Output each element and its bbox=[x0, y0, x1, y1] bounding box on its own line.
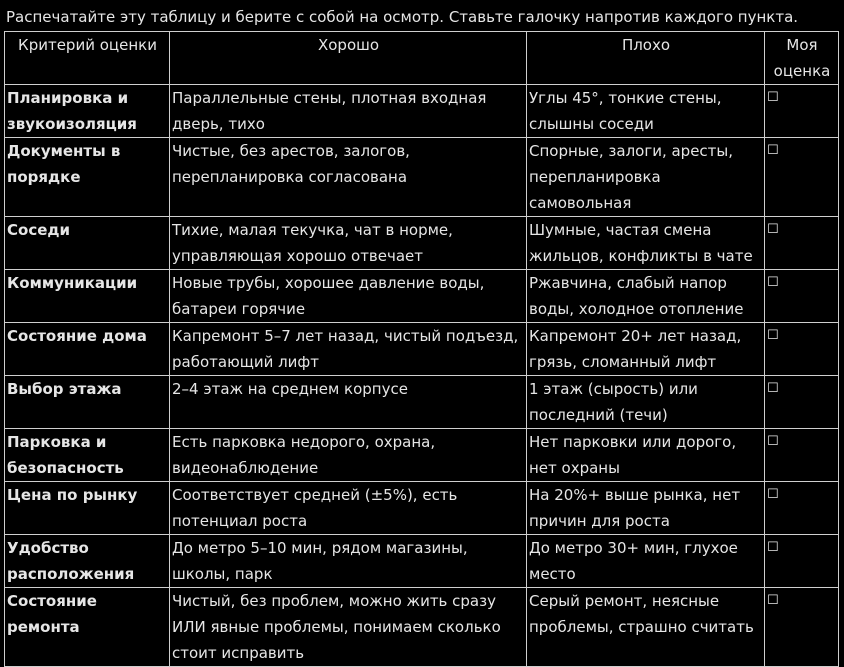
good-cell: Новые трубы, хорошее давление воды, батареи горячие bbox=[170, 270, 527, 323]
checkbox-cell[interactable] bbox=[765, 323, 839, 376]
criterion-cell: Соседи bbox=[5, 217, 170, 270]
checkbox-icon[interactable]: ☐ bbox=[767, 222, 779, 237]
criterion-cell: Планировка и звукоизоляция bbox=[5, 85, 170, 138]
bad-cell: 1 этаж (сырость) или последний (течи) bbox=[527, 376, 765, 429]
header-my-score: Моя оценка bbox=[765, 32, 839, 85]
table-row bbox=[5, 217, 839, 270]
print-instruction: Распечатайте эту таблицу и берите с собой на осмотр. Ставьте галочку напротив каждого пункта. bbox=[6, 8, 799, 26]
table-row bbox=[5, 323, 839, 376]
good-cell: Соответствует средней (±5%), есть потенциал роста bbox=[170, 482, 527, 535]
criterion-cell: Парковка и безопасность bbox=[5, 429, 170, 482]
criterion-cell: Коммуникации bbox=[5, 270, 170, 323]
good-cell: Параллельные стены, плотная входная дверь, тихо bbox=[170, 85, 527, 138]
checkbox-cell[interactable] bbox=[765, 482, 839, 535]
table-row bbox=[5, 138, 839, 217]
checkbox-icon[interactable]: ☐ bbox=[767, 328, 779, 343]
checkbox-icon[interactable]: ☐ bbox=[767, 143, 779, 158]
table-header-row bbox=[5, 32, 839, 85]
checkbox-cell[interactable] bbox=[765, 85, 839, 138]
criterion-cell: Удобство расположения bbox=[5, 535, 170, 588]
criterion-cell: Состояние дома bbox=[5, 323, 170, 376]
checkbox-icon[interactable]: ☐ bbox=[767, 434, 779, 449]
bad-cell: Серый ремонт, неясные проблемы, страшно считать bbox=[527, 588, 765, 667]
bad-cell: Ржавчина, слабый напор воды, холодное отопление bbox=[527, 270, 765, 323]
checkbox-icon[interactable]: ☐ bbox=[767, 381, 779, 396]
table-row bbox=[5, 85, 839, 138]
bad-cell: Капремонт 20+ лет назад, грязь, сломанный лифт bbox=[527, 323, 765, 376]
good-cell: 2–4 этаж на среднем корпусе bbox=[170, 376, 527, 429]
bad-cell: Нет парковки или дорого, нет охраны bbox=[527, 429, 765, 482]
table-row bbox=[5, 535, 839, 588]
good-cell: До метро 5–10 мин, рядом магазины, школы, парк bbox=[170, 535, 527, 588]
header-good: Хорошо bbox=[170, 32, 527, 85]
checkbox-cell[interactable] bbox=[765, 270, 839, 323]
checkbox-cell[interactable] bbox=[765, 535, 839, 588]
checkbox-cell[interactable] bbox=[765, 376, 839, 429]
bad-cell: Спорные, залоги, аресты, перепланировка самовольная bbox=[527, 138, 765, 217]
criterion-cell: Документы в порядке bbox=[5, 138, 170, 217]
bad-cell: На 20%+ выше рынка, нет причин для роста bbox=[527, 482, 765, 535]
good-cell: Тихие, малая текучка, чат в норме, управляющая хорошо отвечает bbox=[170, 217, 527, 270]
table-row bbox=[5, 482, 839, 535]
header-criterion: Критерий оценки bbox=[5, 32, 170, 85]
bad-cell: Углы 45°, тонкие стены, слышны соседи bbox=[527, 85, 765, 138]
checkbox-icon[interactable]: ☐ bbox=[767, 593, 779, 608]
checkbox-icon[interactable]: ☐ bbox=[767, 275, 779, 290]
criterion-cell: Выбор этажа bbox=[5, 376, 170, 429]
good-cell: Чистые, без арестов, залогов, перепланировка согласована bbox=[170, 138, 527, 217]
checkbox-cell[interactable] bbox=[765, 138, 839, 217]
inspection-checklist-table bbox=[4, 31, 839, 667]
bad-cell: Шумные, частая смена жильцов, конфликты в чате bbox=[527, 217, 765, 270]
criterion-cell: Состояние ремонта bbox=[5, 588, 170, 667]
checkbox-icon[interactable]: ☐ bbox=[767, 90, 779, 105]
table-row bbox=[5, 429, 839, 482]
criterion-cell: Цена по рынку bbox=[5, 482, 170, 535]
good-cell: Капремонт 5–7 лет назад, чистый подъезд, работающий лифт bbox=[170, 323, 527, 376]
header-bad: Плохо bbox=[527, 32, 765, 85]
good-cell: Есть парковка недорого, охрана, видеонаблюдение bbox=[170, 429, 527, 482]
checkbox-icon[interactable]: ☐ bbox=[767, 487, 779, 502]
bad-cell: До метро 30+ мин, глухое место bbox=[527, 535, 765, 588]
checkbox-cell[interactable] bbox=[765, 588, 839, 667]
table-row bbox=[5, 588, 839, 667]
checkbox-icon[interactable]: ☐ bbox=[767, 540, 779, 555]
checkbox-cell[interactable] bbox=[765, 217, 839, 270]
table-row bbox=[5, 376, 839, 429]
checkbox-cell[interactable] bbox=[765, 429, 839, 482]
good-cell: Чистый, без проблем, можно жить сразу ИЛИ явные проблемы, понимаем сколько стоит исправить bbox=[170, 588, 527, 667]
table-row bbox=[5, 270, 839, 323]
